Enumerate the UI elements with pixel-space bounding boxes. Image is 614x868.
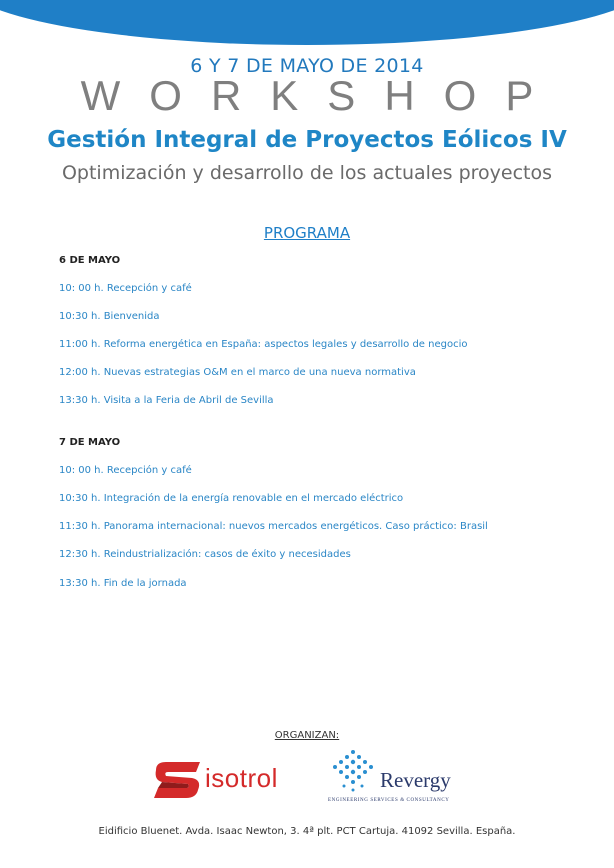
schedule-item: 10:30 h. Integración de la energía renovable en el mercado eléctrico [59,493,404,504]
schedule-item: 12:00 h. Nuevas estrategias O&M en el marco de una nueva normativa [59,367,416,378]
revergy-wordmark: Revergy [380,768,451,792]
schedule-item: 10: 00 h. Recepción y café [59,465,192,476]
isotrol-mark-icon [152,760,204,800]
schedule-item: 13:30 h. Fin de la jornada [59,578,187,589]
schedule-item: 11:00 h. Reforma energética en España: aspectos legales y desarrollo de negocio [59,339,468,350]
schedule-item: 13:30 h. Visita a la Feria de Abril de Sevilla [59,395,274,406]
revergy-logo [328,748,468,808]
revergy-dots-icon [328,748,378,796]
schedule-item: 12:30 h. Reindustrialización: casos de éxito y necesidades [59,549,351,560]
organizers-label: ORGANIZAN: [274,730,340,741]
schedule-item: 11:30 h. Panorama internacional: nuevos mercados energéticos. Caso práctico: Brasil [59,521,488,532]
schedule-item: 10: 00 h. Recepción y café [59,283,192,294]
event-title: Gestión Integral de Proyectos Eólicos IV [47,127,567,153]
venue-address: Eidificio Bluenet. Avda. Isaac Newton, 3. 4ª plt. PCT Cartuja. 41092 Sevilla. España. [98,826,516,837]
programa-heading: PROGRAMA [263,224,351,242]
day-heading-1: 6 DE MAYO [59,255,121,266]
isotrol-wordmark: isotrol [205,763,278,793]
isotrol-logo [152,760,302,800]
event-subtitle: Optimización y desarrollo de los actuales proyectos [61,162,553,184]
schedule-item: 10:30 h. Bienvenida [59,311,160,322]
header-wave-decoration [0,0,614,45]
revergy-tagline: ENGINEERING SERVICES & CONSULTANCY [328,798,450,803]
day-heading-2: 7 DE MAYO [59,437,121,448]
event-date: 6 Y 7 DE MAYO DE 2014 [190,55,424,77]
event-type-heading: WORKSHOP [80,72,563,119]
